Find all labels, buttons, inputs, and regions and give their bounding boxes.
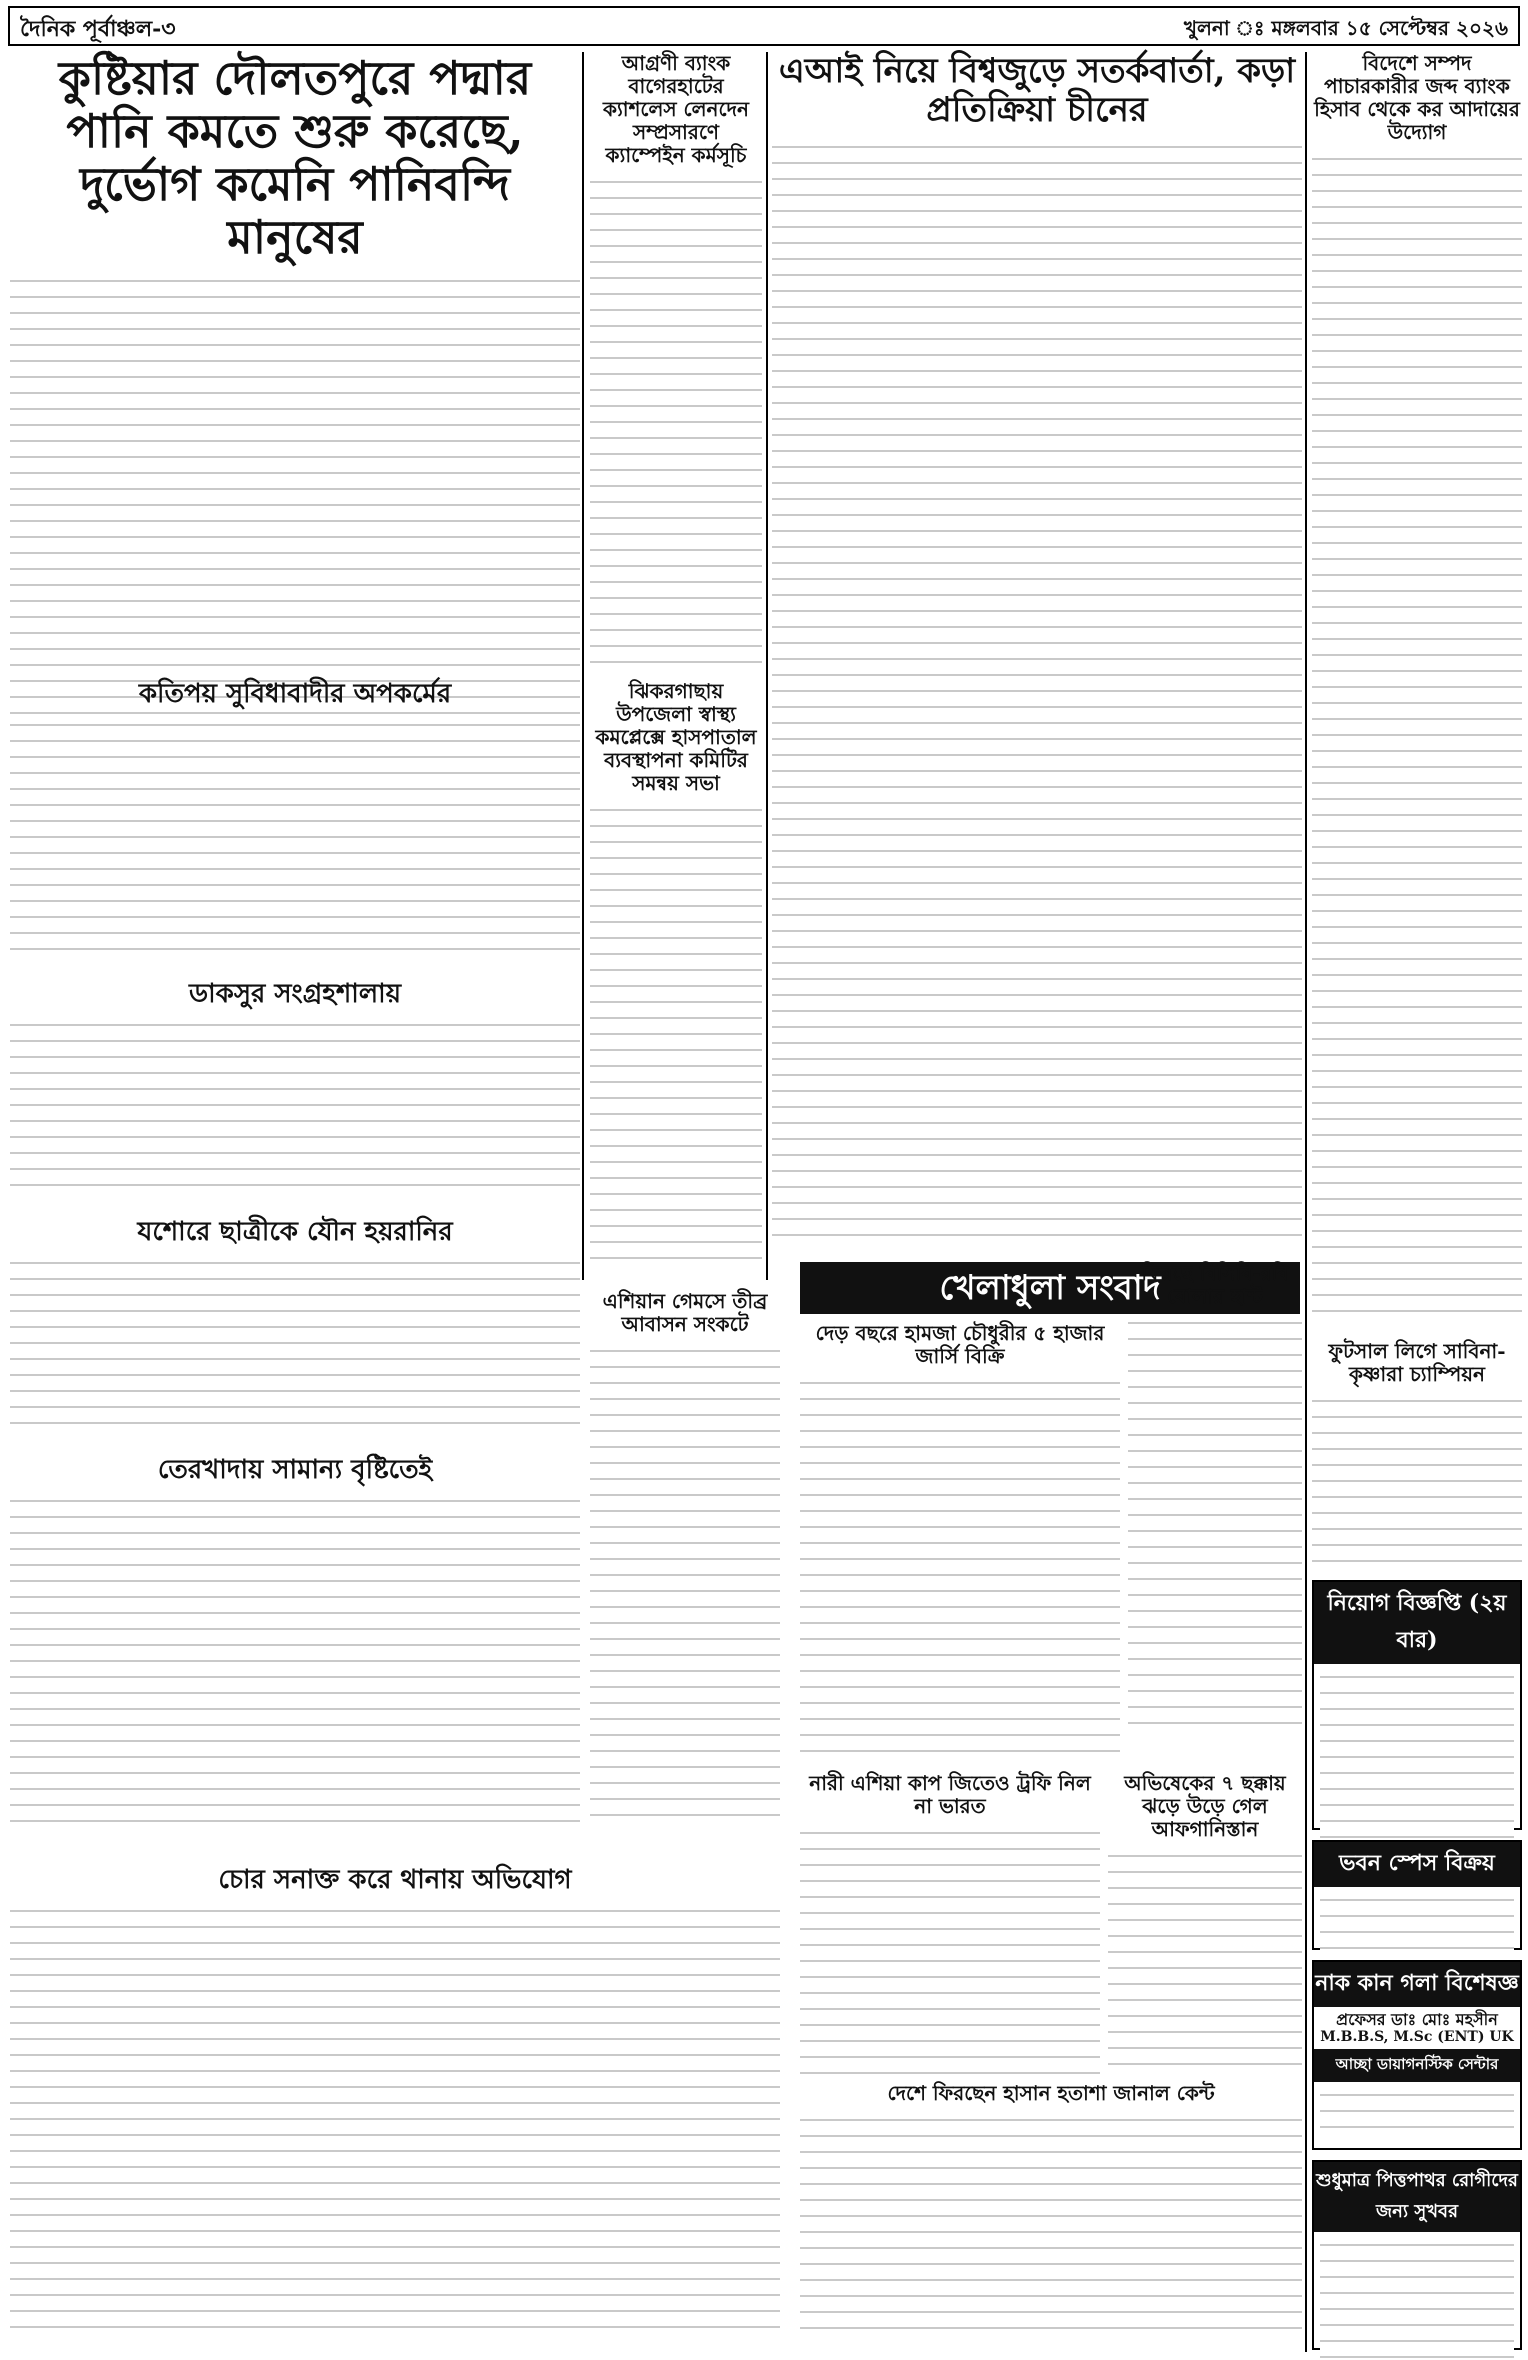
ad-gallstone	[1312, 2160, 1522, 2350]
ad-title: শুধুমাত্র পিত্তপাথর রোগীদের জন্য সুখবর	[1314, 2162, 1520, 2232]
article-jhikorgacha	[590, 680, 762, 1280]
article-bank	[590, 52, 762, 672]
article-body	[1128, 1316, 1302, 1736]
ad-body	[1320, 2088, 1514, 2138]
article-body	[800, 2113, 1302, 2333]
article-body	[590, 175, 762, 675]
article-body	[10, 718, 580, 958]
article-body	[10, 274, 580, 744]
article-body	[800, 1826, 1100, 2076]
masthead	[8, 6, 1520, 46]
article-body	[1312, 152, 1522, 1312]
headline-nari: নারী এশিয়া কাপ জিতেও ট্রফি নিল না ভারত	[809, 1771, 1091, 1818]
masthead-right: খুলনা ঃ মঙ্গলবার ১৫ সেপ্টেম্বর ২০২৬	[1183, 16, 1508, 40]
rule	[766, 52, 768, 1280]
section-banner-khela: খেলাধুলা সংবাদ	[800, 1262, 1300, 1314]
article-asian	[590, 1290, 780, 1850]
article-jessore	[10, 1218, 580, 1448]
article-kotipoy	[10, 680, 580, 970]
article-body	[590, 1344, 780, 1824]
article-body	[10, 1494, 580, 1834]
article-terkhada	[10, 1456, 580, 1856]
ad-title: নিয়োগ বিজ্ঞপ্তি (২য় বার)	[1314, 1582, 1520, 1664]
ad-degree: M.B.B.S, M.Sc (ENT) UK	[1320, 2029, 1514, 2046]
article-body	[590, 803, 762, 1263]
article-ai	[772, 52, 1302, 1272]
article-nari	[800, 1772, 1100, 2072]
ad-bhaban	[1312, 1840, 1522, 1950]
headline-daksu: ডাকসুর সংগ্রহশালায়	[188, 979, 402, 1009]
headline-jhikorgacha: ঝিকরগাছায় উপজেলা স্বাস্থ্য কমপ্লেক্সে হাসপাতাল ব্যবস্থাপনা কমিটির সমন্বয় সভা	[595, 679, 757, 795]
ad-title: ভবন স্পেস বিক্রয়	[1314, 1842, 1520, 1887]
ad-body	[1320, 2238, 1514, 2358]
headline-bcb: ফিরছে বিসিবি-রবি বোলার হান্ট	[1141, 1261, 1289, 1308]
headline-hasan: দেশে ফিরছেন হাসান হতাশা জানাল কেন্ট	[887, 2081, 1215, 2105]
headline-futsal: ফুটসাল লিগে সাবিনা-কৃষ্ণারা চ্যাম্পিয়ন	[1328, 1339, 1506, 1386]
headline-kushtia: কুষ্টিয়ার দৌলতপুরে পদ্মার পানি কমতে শুরু করেছে, দুর্ভোগ কমেনি পানিবন্দি মানুষের	[58, 51, 532, 264]
rule	[1305, 52, 1307, 2352]
ad-doctor: প্রফেসর ডাঃ মোঃ মহসীন	[1336, 2010, 1498, 2029]
article-kushtia	[10, 52, 580, 672]
headline-chor: চোর সনাক্ত করে থানায় অভিযোগ	[218, 1865, 572, 1895]
masthead-left: দৈনিক পূর্বাঞ্চল-৩	[20, 16, 176, 42]
headline-terkhada: তেরখাদায় সামান্য বৃষ্টিতেই	[157, 1455, 433, 1485]
headline-asian: এশিয়ান গেমসে তীব্র আবাসন সংকটে	[602, 1289, 768, 1336]
article-chor	[10, 1866, 780, 2346]
headline-kotipoy: কতিপয় সুবিধাবাদীর অপকর্মের	[138, 679, 452, 709]
article-hamza	[800, 1322, 1120, 1762]
article-body	[772, 140, 1302, 1240]
article-body	[10, 1904, 780, 2334]
article-hasan	[800, 2082, 1302, 2352]
article-body	[800, 1376, 1120, 1766]
headline-hamza: দেড় বছরে হামজা চৌধুরীর ৫ হাজার জার্সি বিক্রি	[815, 1321, 1105, 1368]
article-daksu	[10, 980, 580, 1210]
article-abhishek	[1108, 1772, 1302, 2072]
article-futsal	[1312, 1340, 1522, 1570]
ad-ent	[1312, 1960, 1522, 2150]
headline-ai: এআই নিয়ে বিশ্বজুড়ে সতর্কবার্তা, কড়া প্রতিক্রিয়া চীনের	[778, 51, 1296, 131]
rule	[582, 52, 584, 1280]
headline-bank: আগ্রণী ব্যাংক বাগেরহাটের ক্যাশলেস লেনদেন সম্প্রসারণে ক্যাম্পেইন কর্মসূচি	[603, 51, 749, 167]
ad-body	[1320, 1893, 1514, 1953]
ad-title: নাক কান গলা বিশেষজ্ঞ	[1314, 1962, 1520, 2007]
headline-videsh: বিদেশে সম্পদ পাচারকারীর জব্দ ব্যাংক হিসাব থেকে কর আদায়ের উদ্যোগ	[1314, 51, 1520, 144]
ad-niyog	[1312, 1580, 1522, 1830]
article-videsh	[1312, 52, 1522, 1332]
article-body	[1312, 1394, 1522, 1564]
article-body	[10, 1256, 580, 1436]
article-body	[1108, 1849, 1302, 2079]
article-body	[10, 1018, 580, 1198]
ad-clinic: আচ্ছা ডায়াগনস্টিক সেন্টার	[1314, 2049, 1520, 2082]
headline-abhishek: অভিষেকের ৭ ছক্কায় ঝড়ে উড়ে গেল আফগানিস্তান	[1124, 1771, 1286, 1841]
headline-jessore: যশোরে ছাত্রীকে যৌন হয়রানির	[137, 1217, 453, 1247]
article-bcb	[1128, 1262, 1302, 1762]
